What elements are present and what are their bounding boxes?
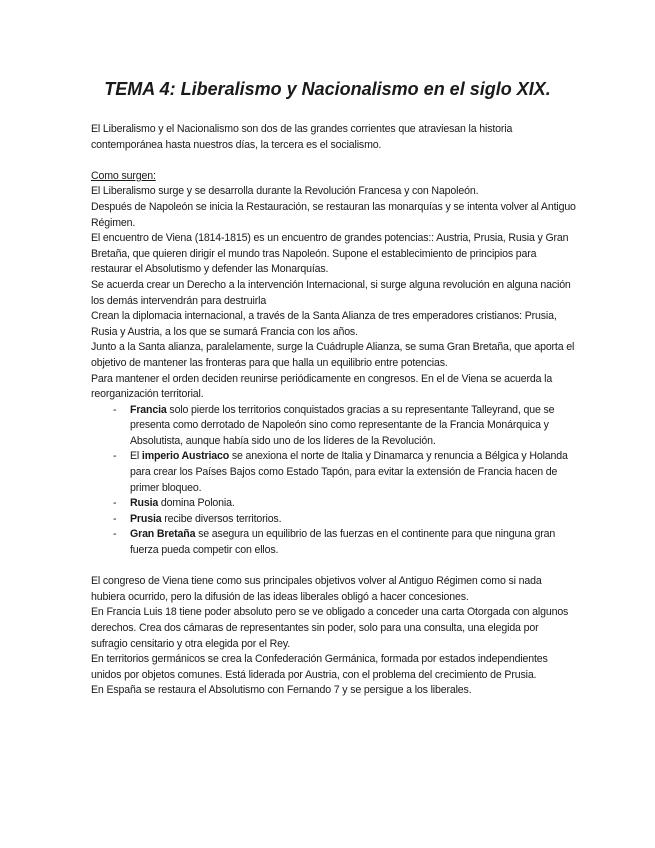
intro-paragraph: El Liberalismo y el Nacionalismo son dos de las grandes corrientes que atraviesan la historia contemporánea hasta nuestros días, la tercera es el socialismo. xyxy=(91,123,513,151)
paragraph: Para mantener el orden deciden reunirse periódicamente en congresos. En el de Viena se acuerda la reorganización territorial. xyxy=(91,372,553,401)
bullet-term: Gran Bretaña xyxy=(130,528,196,541)
bullet-term: Francia xyxy=(130,403,167,416)
bullet-text: se asegura un equilibrio de las fuerzas en el continente para que ninguna gran fuerza pueda competir con ellos. xyxy=(130,528,556,557)
bullet-text: se anexiona el norte de Italia y Dinamarca y renuncia a Bélgica y Holanda para crear los Países Bajos como Estado Tapón, para evitar la extensión de Francia hacen de primer bloqueo. xyxy=(130,450,568,494)
section-heading: Como surgen: xyxy=(91,169,156,182)
paragraph: Se acuerda crear un Derecho a la intervención Internacional, si surge alguna revolución en alguna nación los demás intervendrán para destruirla xyxy=(91,278,571,307)
paragraph: El Liberalismo surge y se desarrolla durante la Revolución Francesa y con Napoleón. xyxy=(91,185,479,198)
spacer xyxy=(91,153,576,169)
paragraph: Crean la diplomacia internacional, a través de la Santa Alianza de tres emperadores cristianos: Prusia, Rusia y Austria, a los que se sumará Francia con los años. xyxy=(91,310,557,338)
bullet-dash: - xyxy=(113,450,117,463)
bullet-prefix: El xyxy=(130,450,142,463)
paragraph: El congreso de Viena tiene como sus principales objetivos volver al Antiguo Régimen como si nada hubiera ocurrido, pero la difusión de las ideas liberales obligó a hacer concesiones. xyxy=(91,575,542,603)
paragraph: Después de Napoleón se inicia la Restauración, se restauran las monarquías y se intenta volver al Antiguo Régimen. xyxy=(91,200,576,229)
bullet-dash: - xyxy=(113,497,117,510)
bullet-dash: - xyxy=(113,528,117,541)
bullet-text: domina Polonia. xyxy=(158,497,235,510)
paragraph: En España se restaura el Absolutismo con Fernando 7 y se persigue a los liberales. xyxy=(91,684,472,697)
list-item xyxy=(91,512,576,528)
bullet-term: Rusia xyxy=(130,497,159,510)
list-item xyxy=(91,449,576,496)
paragraph: El encuentro de Viena (1814-1815) es un encuentro de grandes potencias:: Austria, Prusia, Rusia y Gran Bretaña, que quieren dirigir el mundo tras Napoleón. Supone el establecimiento de principios para restaurar el Absolutismo y defender las Monarquías. xyxy=(91,232,569,276)
bullet-dash: - xyxy=(113,403,117,416)
list-item xyxy=(91,496,576,512)
paragraph: Junto a la Santa alianza, paralelamente, surge la Cuádruple Alianza, se suma Gran Bretaña, que aporta el objetivo de mantener las fronteras para que halla un equilibrio entre potencias. xyxy=(91,341,575,369)
bullet-text: solo pierde los territorios conquistados gracias a su representante Talleyrand, que se presenta como derrotado de Napoleón sino como representante de la Francia Monárquica y Absolutista, aunque había sido uno de los líderes de la Revolución. xyxy=(130,403,555,447)
bullet-text: recibe diversos territorios. xyxy=(161,512,282,525)
paragraph: En territorios germánicos se crea la Confederación Germánica, formada por estados independientes unidos por objetos comunes. Está liderada por Austria, con el problema del crecimiento de Prusia. xyxy=(91,653,548,681)
bullet-term: imperio Austriaco xyxy=(141,450,230,463)
paragraph: En Francia Luis 18 tiene poder absoluto pero se ve obligado a conceder una carta Otorgada con algunos derechos. Crea dos cámaras de representantes sin poder, solo para una consulta, una elegida por sufragio censitario y otra elegida por el Rey. xyxy=(91,606,569,650)
spacer xyxy=(91,559,576,575)
bullet-term: Prusia xyxy=(130,512,162,525)
list-item xyxy=(91,403,576,450)
document-title: TEMA 4: Liberalismo y Nacionalismo en el siglo XIX. xyxy=(104,79,551,99)
document-body xyxy=(91,122,576,699)
list-item xyxy=(91,527,576,558)
territories-list xyxy=(91,403,576,559)
bullet-dash: - xyxy=(113,512,117,525)
